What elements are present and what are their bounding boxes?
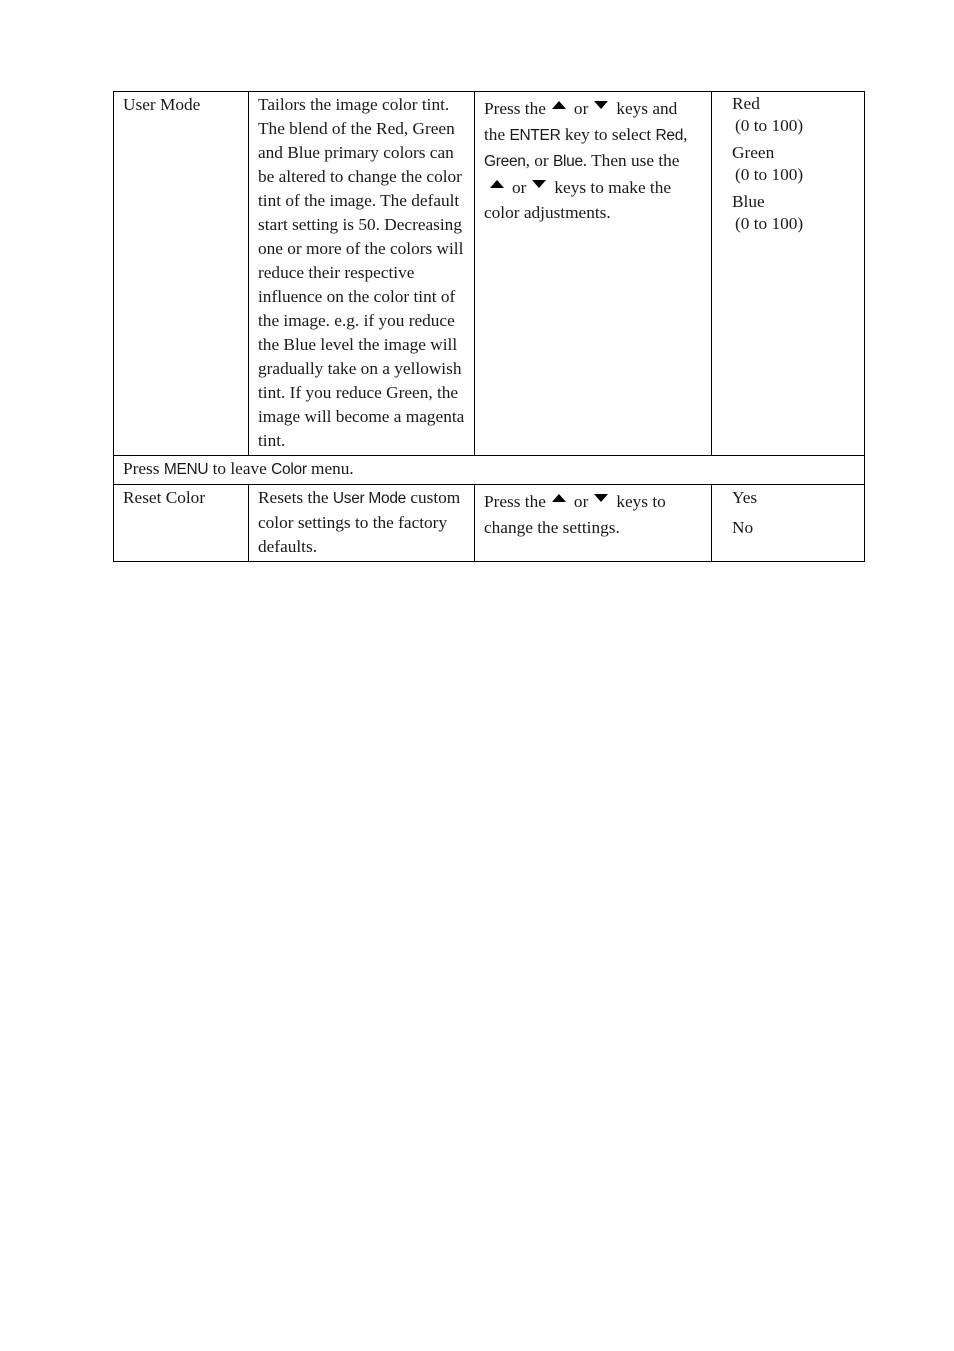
reset-color-name: Reset Color <box>123 488 206 507</box>
leave-text: menu. <box>311 459 354 478</box>
blue-label: Blue <box>552 153 583 170</box>
option-blue <box>732 191 855 235</box>
reset-color-options-cell <box>712 485 865 562</box>
option-range: (0 to 100) <box>735 165 804 184</box>
user-mode-keyword: User Mode <box>332 490 406 507</box>
option-red <box>732 93 855 137</box>
leave-text: Press <box>123 459 160 478</box>
down-arrow-icon <box>594 494 608 502</box>
color-menu-label: Color <box>271 461 307 478</box>
instruction-text: or <box>573 492 589 511</box>
color-settings-table <box>113 91 865 562</box>
option-range: (0 to 100) <box>735 116 804 135</box>
instruction-text: change the settings. <box>484 517 620 537</box>
option-green <box>732 142 855 186</box>
instruction-text: keys and <box>616 99 678 118</box>
reset-color-instruction-cell <box>475 485 712 562</box>
instruction-text: . Then <box>582 151 627 170</box>
leave-menu-cell <box>114 456 865 485</box>
option-yes: Yes <box>732 488 758 507</box>
up-arrow-icon <box>552 101 566 109</box>
user-mode-name-cell <box>114 92 249 456</box>
reset-color-description-cell <box>249 485 475 562</box>
red-label: Red <box>655 126 684 144</box>
user-mode-description-cell <box>249 92 475 456</box>
table-row-user-mode <box>114 92 865 456</box>
instruction-text: the <box>484 124 506 144</box>
down-arrow-icon <box>594 101 608 109</box>
enter-key-label: ENTER <box>509 126 561 144</box>
instruction-text: , <box>683 124 688 144</box>
option-no: No <box>732 518 754 537</box>
instruction-text: Press the <box>484 492 546 511</box>
green-label: Green <box>484 153 526 170</box>
reset-color-name-cell <box>114 485 249 562</box>
option-label: Red <box>732 94 760 113</box>
user-mode-description: Tailors the image color tint. The blend of the Red, Green and Blue primary colors can be altered to change the color tint of the image. The default start setting is 50. Decreasing one or more of the colors will reduce their respective influence on the color tint of the image. e.g. if you reduce the Blue level the image will gradually take on a yellowish tint. If you reduce Green, the image will become a magenta tint. <box>258 95 465 450</box>
option-label: Green <box>732 143 775 162</box>
table-row-leave-menu <box>114 456 865 485</box>
instruction-text: or <box>512 177 527 197</box>
menu-key-label: MENU <box>163 461 209 478</box>
instruction-text: key to select <box>564 124 652 144</box>
option-label: Blue <box>732 192 765 211</box>
user-mode-name: User Mode <box>123 95 201 114</box>
up-arrow-icon <box>552 494 566 502</box>
down-arrow-icon <box>532 180 546 188</box>
user-mode-instruction-cell <box>475 92 712 456</box>
instruction-text: use the <box>630 151 680 170</box>
instruction-text: Press the <box>484 99 546 118</box>
user-mode-options-cell <box>712 92 865 456</box>
option-range: (0 to 100) <box>735 214 804 233</box>
instruction-text: keys to <box>554 177 604 197</box>
description-text: Resets the <box>258 488 329 507</box>
instruction-text: or <box>573 99 589 118</box>
instruction-text: keys to <box>616 492 666 511</box>
instruction-text: , or <box>525 151 549 170</box>
instruction-text: make the color adjustments. <box>484 177 672 222</box>
description-text: custom color settings to the factory defaults. <box>258 488 461 556</box>
table-row-reset-color <box>114 485 865 562</box>
up-arrow-icon <box>490 180 504 188</box>
leave-text: to leave <box>212 459 267 478</box>
